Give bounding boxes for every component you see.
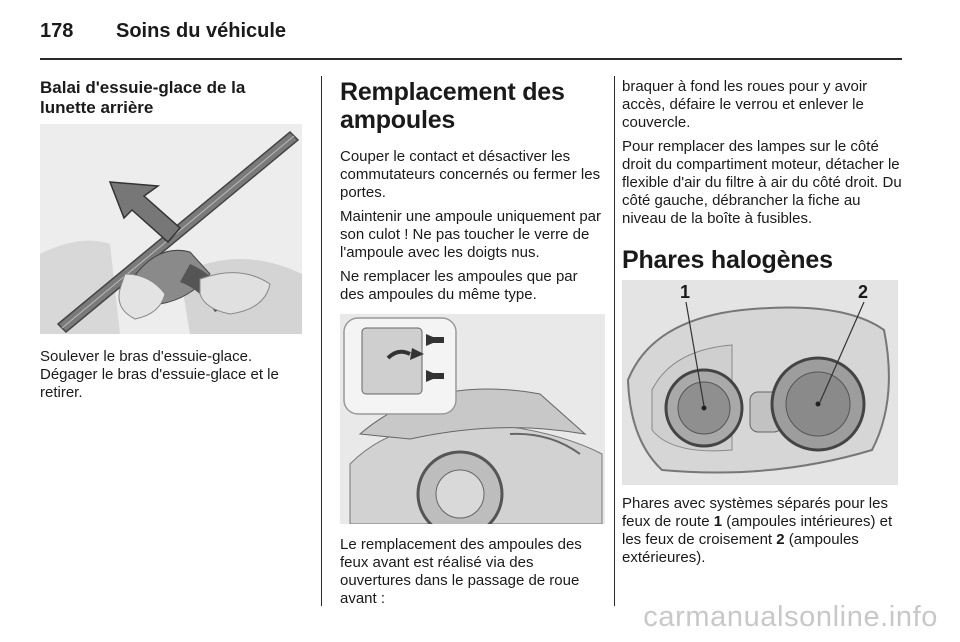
wiper-blade-removal-icon (40, 124, 302, 334)
watermark: carmanualsonline.info (643, 601, 938, 633)
wheel-arch-figure (340, 314, 605, 524)
engine-compartment-paragraph: Pour remplacer des lampes sur le côté droit du compartiment moteur, détacher le flexible d'air du filtre à air du côté droit. Du côté gauche, débrancher la fiche au niveau de la boîte à fusibles. (622, 138, 902, 227)
wiper-figure (40, 124, 302, 334)
wiper-instructions: Soulever le bras d'essuie-glace. Dégager le bras d'essuie-glace et le retirer. (40, 348, 279, 401)
halogen-headlamp-icon (622, 280, 898, 485)
access-paragraph: braquer à fond les roues pour y avoir accès, défaire le verrou et enlever le couvercle. (622, 78, 868, 131)
page-number: 178 (40, 20, 74, 42)
section-title: Soins du véhicule (116, 20, 287, 42)
bulb-paragraph-1: Couper le contact et désactiver les commutateurs concernés ou fermer les portes. (340, 148, 601, 201)
callout-2: 2 (858, 282, 869, 302)
wheel-arch-access-cover-icon (340, 314, 605, 524)
halogen-heading: Phares halogènes (622, 246, 833, 274)
column-divider (614, 76, 615, 606)
column-3 (622, 78, 904, 567)
column-divider (321, 76, 322, 606)
header-rule (40, 58, 902, 60)
wiper-heading: Balai d'essuie-glace de la lunette arrière (40, 78, 246, 117)
column-1 (40, 78, 302, 402)
bulb-paragraph-2: Maintenir une ampoule uniquement par son culot ! Ne pas toucher le verre de l'ampoule avec les doigts nus. (340, 208, 601, 261)
bulb-replacement-heading: Remplacement des ampoules (340, 78, 565, 134)
low-beam-number: 2 (776, 531, 785, 548)
bulb-paragraph-4: Le remplacement des ampoules des feux avant est réalisé via des ouvertures dans le passage de roue avant : (340, 536, 582, 607)
callout-1: 1 (680, 282, 691, 302)
high-beam-number: 1 (713, 513, 723, 530)
column-2 (340, 78, 605, 608)
bulb-paragraph-3: Ne remplacer les ampoules que par des ampoules du même type. (340, 268, 578, 303)
headlamp-figure (622, 280, 898, 485)
halogen-description: Phares avec systèmes séparés pour les feux de route 1 (ampoules intérieures) et les feux de croisement 2 (ampoules extérieures). (622, 495, 893, 566)
